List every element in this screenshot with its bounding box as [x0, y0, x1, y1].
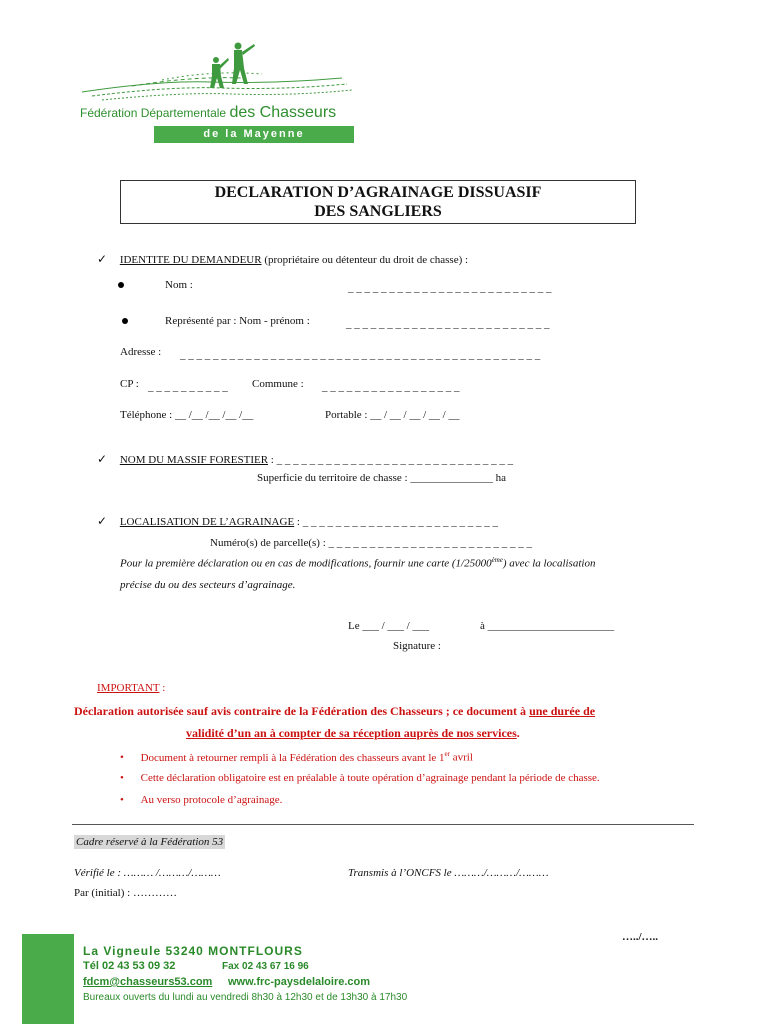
important-line2	[186, 726, 520, 741]
identite-heading: IDENTITE DU DEMANDEUR	[119, 254, 262, 266]
identite-heading-note: (propriétaire ou détenteur du droit de chasse) :	[261, 254, 469, 266]
important-bullet-3	[120, 794, 282, 806]
important-bullet-2	[120, 772, 600, 784]
important-line2-text: validité d’un an à compter de sa réception auprès de nos services	[186, 726, 517, 740]
carte-note-line2: précise du ou des secteurs d’agrainage.	[120, 579, 296, 591]
carte-note-text: Pour la première déclaration ou en cas de modifications, fournir une carte (1/25000	[120, 557, 492, 570]
important-label-colon: :	[159, 682, 166, 694]
checkmark-icon: ✓	[97, 252, 108, 266]
transmis-field[interactable]: Transmis à l’ONCFS le ………/………/………	[348, 867, 549, 879]
date-field[interactable]: Le ___ / ___ / ___	[348, 620, 429, 632]
checkmark-icon: ✓	[97, 514, 108, 528]
carte-note-after: ) avec la localisation	[502, 557, 596, 570]
bullet-icon: •	[120, 751, 124, 764]
footer-website-link[interactable]: www.frc-paysdelaloire.com	[228, 976, 371, 988]
org-name-part2: des Chasseurs	[229, 104, 337, 121]
checkmark-icon: ✓	[97, 452, 108, 466]
title-line2: DES SANGLIERS	[314, 203, 442, 220]
important-line1	[74, 704, 595, 719]
org-band-text: de la Mayenne	[203, 128, 305, 140]
section-identite-heading	[97, 252, 468, 267]
portable-field[interactable]: Portable : __ / __ / __ / __ / __	[325, 409, 460, 421]
bullet-1-after: avril	[449, 751, 473, 764]
footer-hours: Bureaux ouverts du lundi au vendredi 8h30 à 12h30 et de 13h30 à 17h30	[83, 992, 408, 1003]
bullet-icon	[122, 318, 128, 324]
footer-green-bar	[22, 934, 74, 1024]
important-label	[97, 682, 165, 694]
bullet-2-text: Cette déclaration obligatoire est en préalable à toute opération d’agrainage pendant la période de chasse.	[140, 772, 600, 784]
hunters-landscape-icon	[72, 40, 362, 110]
bullet-icon: •	[120, 772, 124, 784]
signature-label: Signature :	[393, 640, 441, 652]
important-line1-text: Déclaration autorisée sauf avis contraire de la Fédération des Chasseurs ; ce document à	[74, 704, 530, 718]
massif-field[interactable]: : _ _ _ _ _ _ _ _ _ _ _ _ _ _ _ _ _ _ _ _ _ _ _ _ _ _ _ _ _	[268, 454, 514, 466]
federation-logo	[72, 40, 362, 150]
massif-heading: NOM DU MASSIF FORESTIER	[119, 454, 269, 466]
bullet-1-text: Document à retourner rempli à la Fédération des chasseurs avant le 1	[140, 751, 445, 764]
footer-email-link[interactable]: fdcm@chasseurs53.com	[83, 976, 213, 988]
nom-field[interactable]: _ _ _ _ _ _ _ _ _ _ _ _ _ _ _ _ _ _ _ _ _ _ _ _ _	[348, 282, 552, 294]
commune-label: Commune :	[252, 378, 304, 390]
cp-label: CP :	[120, 378, 139, 390]
important-line2-end: .	[516, 726, 520, 740]
adresse-field[interactable]: _ _ _ _ _ _ _ _ _ _ _ _ _ _ _ _ _ _ _ _ _ _ _ _ _ _ _ _ _ _ _ _ _ _ _ _ _ _ _ _ _ _ _ _	[180, 349, 541, 361]
superficie-field[interactable]: Superficie du territoire de chasse : _______________ ha	[257, 472, 506, 484]
represente-label: Représenté par : Nom - prénom :	[165, 315, 310, 327]
represente-field[interactable]: _ _ _ _ _ _ _ _ _ _ _ _ _ _ _ _ _ _ _ _ _ _ _ _ _	[346, 318, 550, 330]
telephone-field[interactable]: Téléphone : __ /__ /__ /__ /__	[120, 409, 254, 421]
section-massif-heading	[97, 452, 513, 467]
localisation-field[interactable]: : _ _ _ _ _ _ _ _ _ _ _ _ _ _ _ _ _ _ _ _ _ _ _ _	[294, 516, 498, 528]
cp-field[interactable]: _ _ _ _ _ _ _ _ _ _	[148, 381, 228, 393]
org-band	[154, 126, 354, 143]
footer-fax: Fax 02 43 67 16 96	[222, 961, 309, 972]
commune-field[interactable]: _ _ _ _ _ _ _ _ _ _ _ _ _ _ _ _ _	[322, 381, 460, 393]
bullet-1-sup: er	[444, 750, 450, 758]
footer-address: La Vigneule 53240 MONTFLOURS	[83, 944, 303, 958]
title-line1: DECLARATION D’AGRAINAGE DISSUASIF	[214, 184, 542, 201]
par-initial-field[interactable]: Par (initial) : …………	[74, 887, 177, 899]
reserved-heading: Cadre réservé à la Fédération 53	[76, 836, 224, 848]
localisation-heading: LOCALISATION DE L’AGRAINAGE	[119, 516, 295, 528]
footer-tel: Tél 02 43 53 09 32	[83, 960, 176, 972]
lieu-field[interactable]: à _______________________	[480, 620, 615, 632]
bullet-3-text: Au verso protocole d’agrainage.	[140, 794, 283, 806]
bullet-icon: •	[120, 794, 124, 806]
page-number: …../…..	[622, 931, 659, 943]
bullet-icon	[118, 282, 124, 288]
verifie-field[interactable]: Vérifié le : ……… /………/………	[74, 867, 221, 879]
important-bullet-1	[120, 750, 473, 764]
document-title	[120, 180, 636, 224]
carte-note-sup: ème	[491, 556, 503, 564]
important-line1-underlined: une durée de	[529, 704, 596, 718]
nom-label: Nom :	[165, 279, 193, 291]
divider	[72, 824, 694, 825]
section-localisation-heading	[97, 514, 498, 529]
parcelles-field[interactable]: Numéro(s) de parcelle(s) : _ _ _ _ _ _ _ _ _ _ _ _ _ _ _ _ _ _ _ _ _ _ _ _ _	[210, 537, 533, 549]
adresse-label: Adresse :	[120, 346, 162, 358]
org-name-part1: Fédération Départementale	[80, 106, 227, 120]
important-label-text: IMPORTANT	[97, 682, 160, 694]
carte-note	[120, 556, 720, 570]
